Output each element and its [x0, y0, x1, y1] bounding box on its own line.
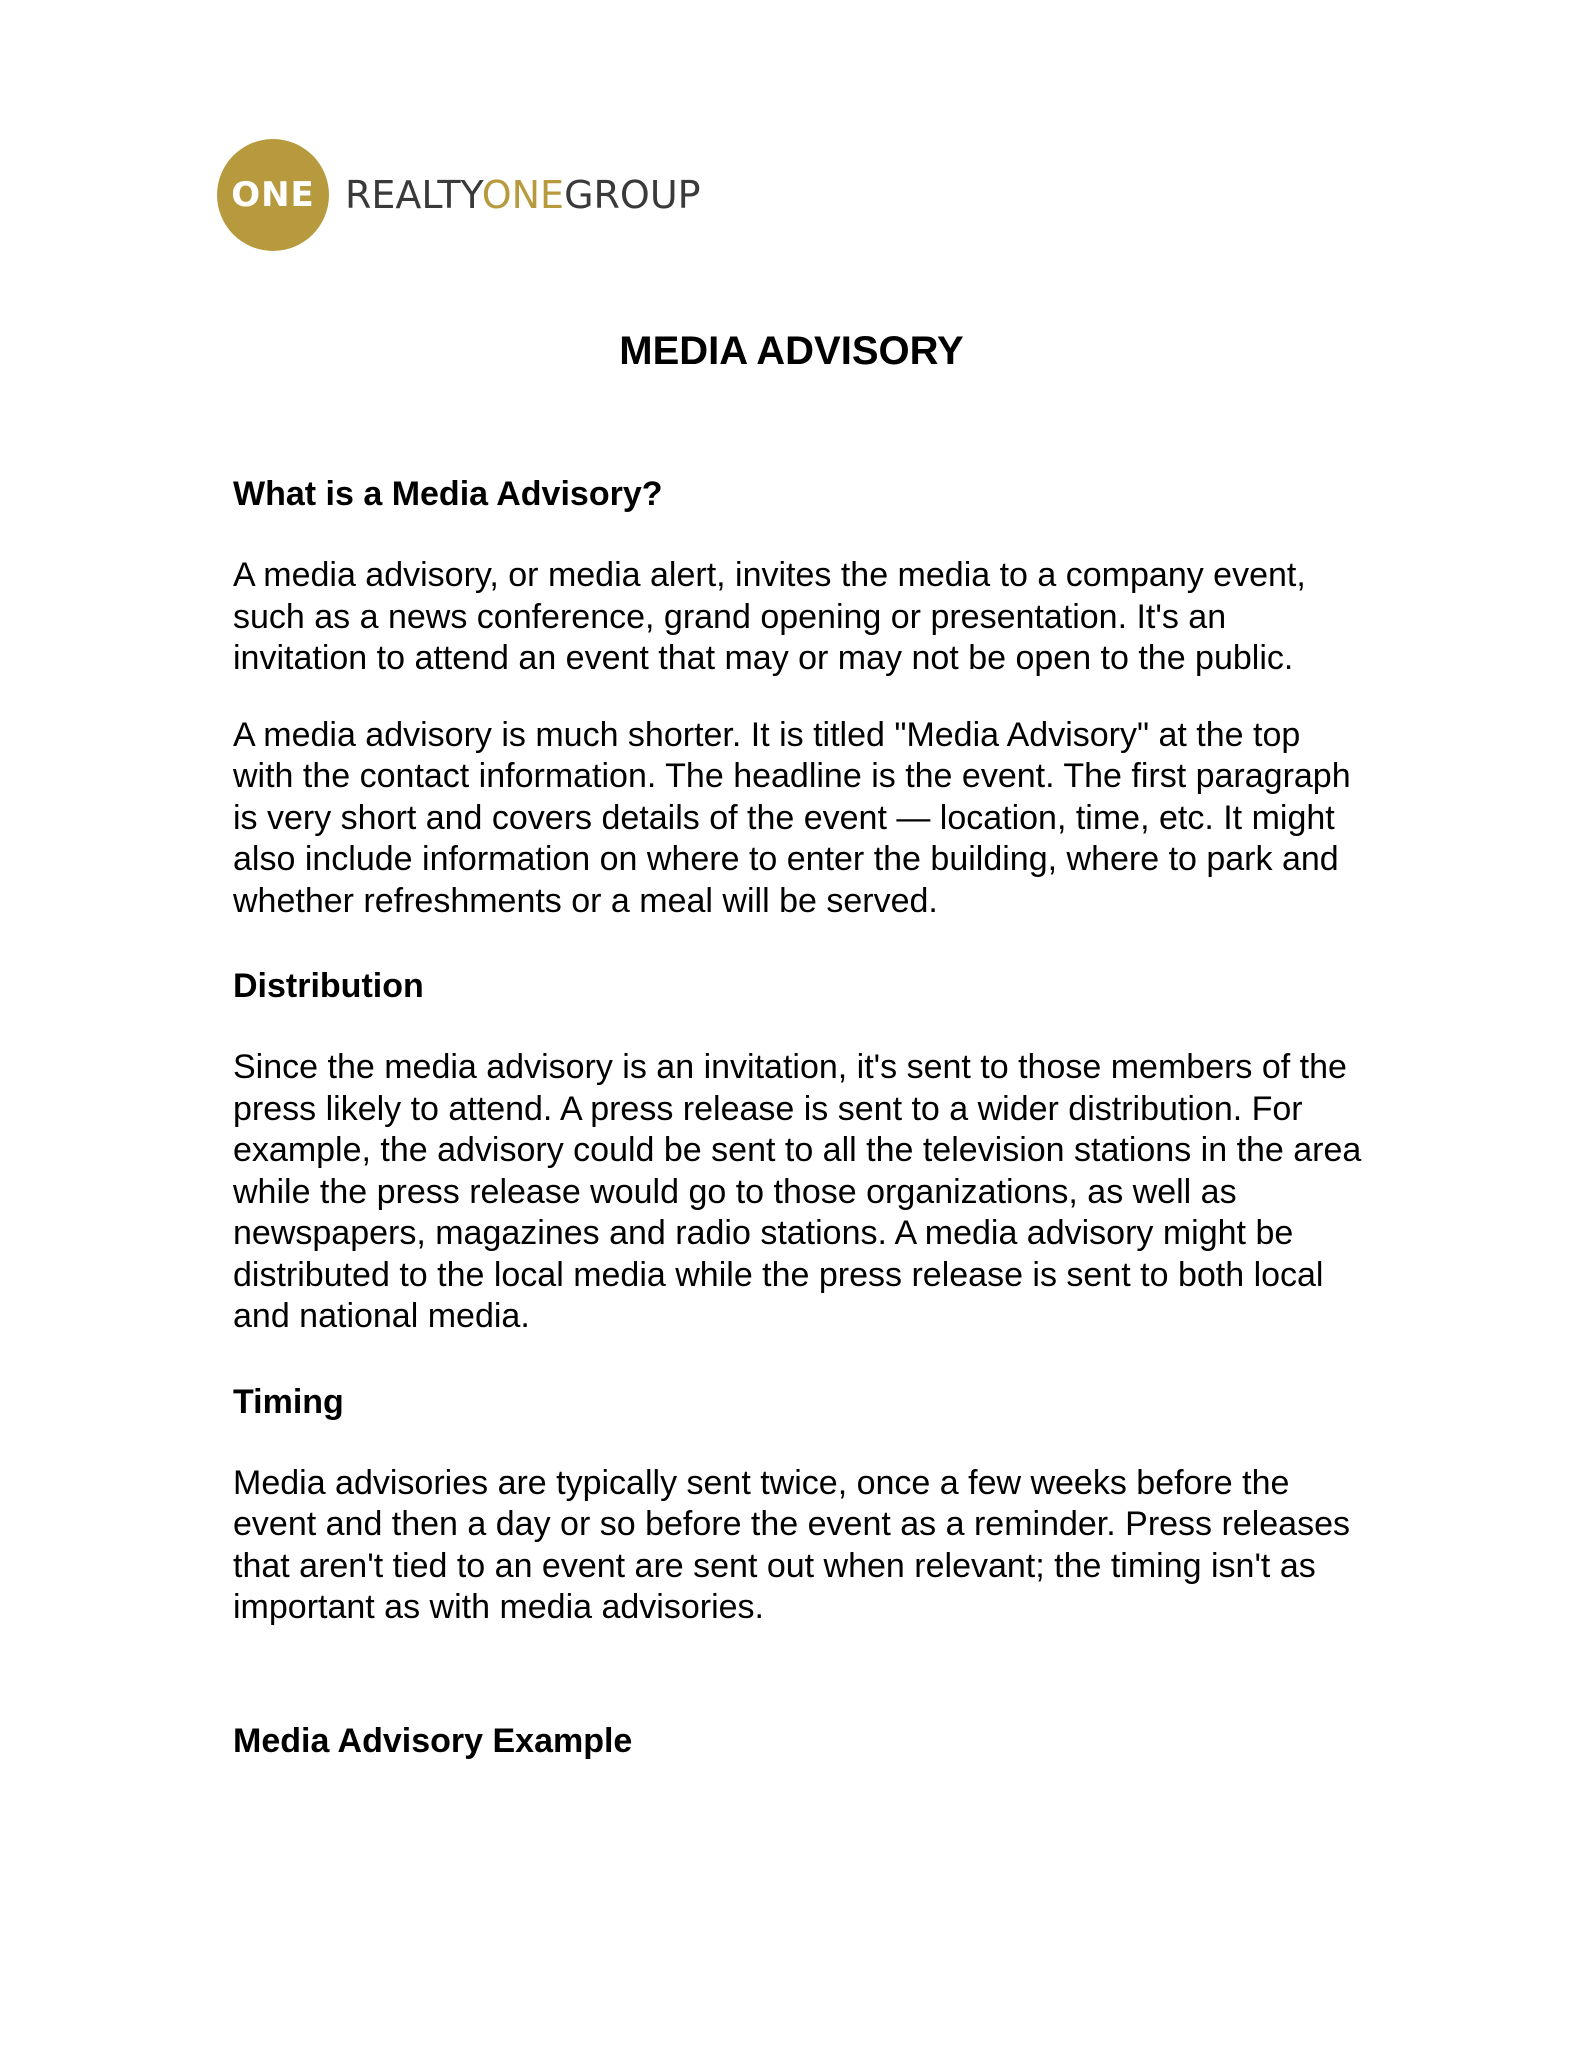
paragraph-timing: Media advisories are typically sent twice, once a few weeks before the event and then a day or so before the event as a reminder. Press releases that aren't tied to an event are sent out when relevant; the timing isn't as important as with media advisories. [233, 1463, 1351, 1626]
section-heading-example: Media Advisory Example [233, 1721, 633, 1760]
document-body [233, 472, 1363, 1763]
paragraph-format: A media advisory is much shorter. It is titled "Media Advisory" at the top with the contact information. The headline is the event. The first paragraph is very short and covers details of the event — location, time, etc. It might also include information on where to enter the building, where to park and whether refreshments or a meal will be served. [233, 715, 1351, 920]
logo-circle-text: ONE [231, 175, 315, 215]
company-logo [217, 139, 701, 251]
section-heading-distribution: Distribution [233, 967, 424, 1005]
section-heading-what-is: What is a Media Advisory? [233, 475, 663, 513]
paragraph-distribution: Since the media advisory is an invitation, it's sent to those members of the press likely to attend. A press release is sent to a wider distribution. For example, the advisory could be sent to all the television stations in the area while the press release would go to those organizations, as well as newspapers, magazines and radio stations. A media advisory might be distributed to the local media while the press release is sent to both local and national media. [233, 1048, 1362, 1335]
logo-wordmark [345, 173, 701, 217]
logo-circle-emblem [217, 139, 329, 251]
logo-wordmark-one: ONE [481, 173, 565, 217]
section-heading-timing: Timing [233, 1382, 344, 1421]
paragraph-definition: A media advisory, or media alert, invites the media to a company event, such as a news conference, grand opening or presentation. It's an invitation to attend an event that may or may not be open to the public. [233, 556, 1306, 677]
document-title: MEDIA ADVISORY [619, 329, 964, 373]
logo-wordmark-group: GROUP [564, 173, 701, 217]
logo-wordmark-realty: REALTY [345, 173, 482, 217]
